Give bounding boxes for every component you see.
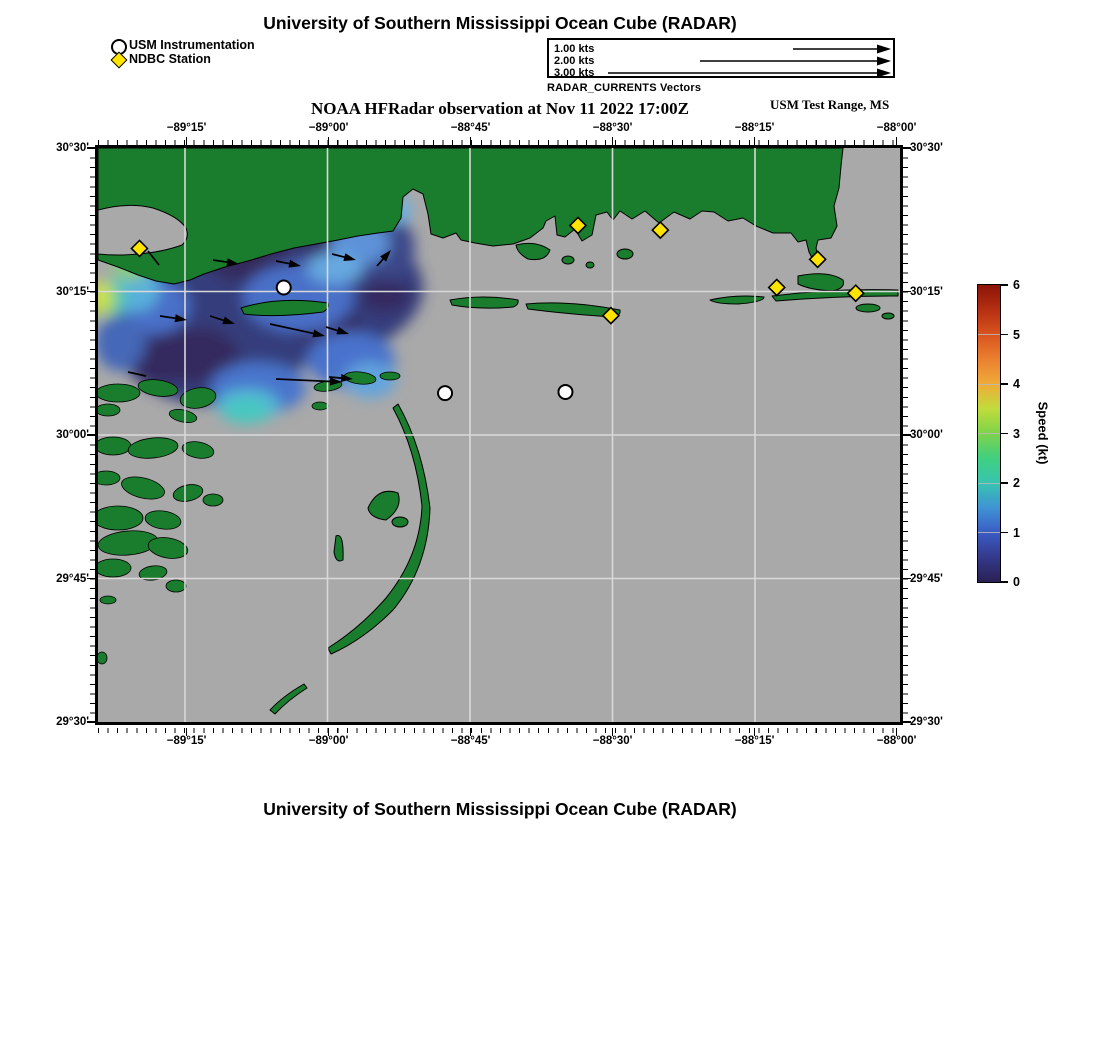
major-tick-top <box>470 137 472 145</box>
colorbar-gridline <box>978 334 1000 335</box>
colorbar-gridline <box>978 483 1000 484</box>
colorbar-tick <box>1001 433 1008 435</box>
colorbar-tick-label: 2 <box>1013 476 1020 490</box>
x-axis-label-bottom: −88°30' <box>592 735 633 747</box>
minor-ticks-bottom <box>98 728 900 733</box>
colorbar-tick <box>1001 482 1008 484</box>
x-axis-label-bottom: −89°00' <box>308 735 349 747</box>
colorbar-gridline <box>978 532 1000 533</box>
colorbar-tick-label: 0 <box>1013 575 1020 589</box>
scale-arrow-head <box>877 69 891 77</box>
x-axis-label-bottom: −89°15' <box>166 735 207 747</box>
major-tick-top <box>186 137 188 145</box>
colorbar-tick <box>1001 581 1008 583</box>
x-axis-label-top: −89°00' <box>308 122 349 134</box>
usm-instrumentation-marker <box>277 280 291 294</box>
x-axis-label-top: −88°45' <box>450 122 491 134</box>
colorbar-tick-label: 1 <box>1013 525 1020 540</box>
colorbar-tick <box>1001 532 1008 534</box>
x-axis-label-top: −88°00' <box>876 122 917 134</box>
vector-scale-row-label: 1.00 kts <box>554 43 595 55</box>
y-axis-label-right: 30°15' <box>910 285 943 298</box>
legend-ndbc-label: NDBC Station <box>129 52 211 66</box>
major-tick-top <box>754 137 756 145</box>
x-axis-label-bottom: −88°45' <box>450 735 491 747</box>
y-axis-label-left: 29°45' <box>56 572 89 585</box>
major-tick-top <box>612 137 614 145</box>
vector-scale-box <box>547 38 895 78</box>
legend-usm-label: USM Instrumentation <box>129 38 255 52</box>
x-axis-label-bottom: −88°00' <box>876 735 917 747</box>
ship-island <box>450 297 518 308</box>
y-axis-label-left: 30°15' <box>56 285 89 298</box>
colorbar-gridline <box>978 433 1000 434</box>
colorbar-tick <box>1001 284 1008 286</box>
x-axis-label-top: −89°15' <box>166 122 207 134</box>
map-plot <box>98 148 900 722</box>
observation-subtitle: NOAA HFRadar observation at Nov 11 2022 17:00Z <box>311 99 689 118</box>
bottom-title: University of Southern Mississippi Ocean Cube (RADAR) <box>263 799 737 819</box>
scale-arrow-head <box>877 57 891 66</box>
scale-arrow-head <box>877 45 891 54</box>
x-axis-label-bottom: −88°15' <box>734 735 775 747</box>
colorbar-gridline <box>978 384 1000 385</box>
test-range-label: USM Test Range, MS <box>770 97 890 112</box>
y-axis-label-right: 29°30' <box>910 716 943 728</box>
colorbar-tick <box>1001 383 1008 385</box>
vector-scale-arrows <box>549 40 893 76</box>
x-axis-label-top: −88°30' <box>592 122 633 134</box>
usm-instrumentation-marker <box>558 385 572 399</box>
y-axis-label-right: 29°45' <box>910 572 943 585</box>
colorbar-tick <box>1001 334 1008 336</box>
x-axis-label-top: −88°15' <box>734 122 775 134</box>
usm-instrumentation-marker <box>438 386 452 400</box>
vector-scale-caption: RADAR_CURRENTS Vectors <box>547 82 702 94</box>
y-axis-label-right: 30°00' <box>910 429 943 441</box>
ndbc-station-icon <box>111 52 128 69</box>
colorbar-tick-label: 6 <box>1013 278 1020 292</box>
colorbar-title: Speed (kt) <box>1035 401 1051 465</box>
page-title: University of Southern Mississippi Ocean Cube (RADAR) <box>263 13 737 33</box>
y-axis-label-left: 30°00' <box>56 429 89 441</box>
minor-ticks-top <box>98 140 900 145</box>
colorbar-tick-label: 5 <box>1013 327 1020 342</box>
colorbar-tick-label: 3 <box>1013 426 1020 441</box>
vector-scale-row-label: 2.00 kts <box>554 55 595 67</box>
colorbar-tick-label: 4 <box>1013 377 1020 391</box>
y-axis-label-left: 29°30' <box>56 716 89 728</box>
y-axis-label-right: 30°30' <box>910 142 943 154</box>
major-tick-top <box>328 137 330 145</box>
vector-scale-row-label: 3.00 kts <box>554 67 595 79</box>
major-tick-top <box>896 137 898 145</box>
y-axis-label-left: 30°30' <box>56 142 89 154</box>
